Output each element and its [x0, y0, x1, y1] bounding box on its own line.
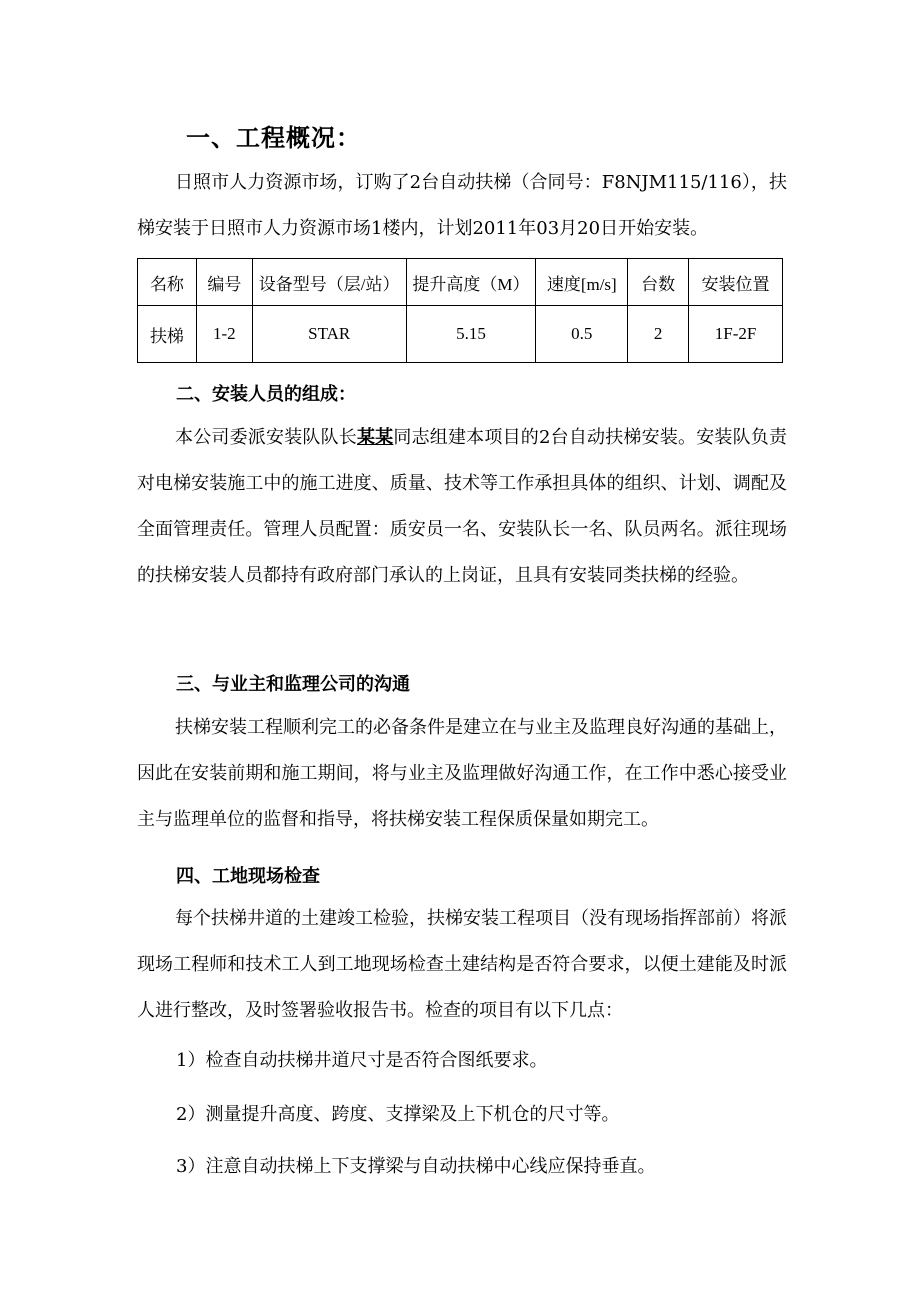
section-1-heading: 一、工程概况：: [186, 124, 361, 152]
table-cell: 0.5: [536, 306, 628, 363]
table-header-cell: 速度[m/s]: [536, 259, 628, 306]
table-cell: 扶梯: [138, 306, 197, 363]
section-1-paragraph: 日照市人力资源市场，订购了2台自动扶梯（合同号：F8NJM115/116），扶梯安装于日照市人力资源市场1楼内，计划2011年03月20日开始安装。: [137, 172, 787, 239]
section-3-heading: 三、与业主和监理公司的沟通: [176, 674, 410, 695]
table-cell: 5.15: [406, 306, 536, 363]
table-cell: 1-2: [196, 306, 252, 363]
paragraph-text: 同志组建本项目的2台自动扶梯安装。安装队负责对电梯安装施工中的施工进度、质量、技术等工作承担具体的组织、计划、调配及全面管理责任。管理人员配置：质安员一名、安装队长一名、队员两名。派往现场的扶梯安装人员都持有政府部门承认的上岗证，且具有安装同类扶梯的经验。: [137, 427, 788, 586]
table-header-cell: 提升高度（M）: [406, 259, 536, 306]
equipment-table: [137, 258, 783, 363]
table-header-cell: 安装位置: [689, 259, 783, 306]
table-header-cell: 名称: [138, 259, 197, 306]
table-cell: 1F-2F: [689, 306, 783, 363]
table-header-row: [138, 259, 783, 306]
check-item: 2）测量提升高度、跨度、支撑梁及上下机仓的尺寸等。: [176, 1104, 620, 1125]
section-3-paragraph: 扶梯安装工程顺利完工的必备条件是建立在与业主及监理良好沟通的基础上，因此在安装前期和施工期间，将与业主及监理做好沟通工作，在工作中悉心接受业主与监理单位的监督和指导，将扶梯安装工程保质保量如期完工。: [137, 717, 787, 830]
check-item: 1）检查自动扶梯井道尺寸是否符合图纸要求。: [176, 1050, 548, 1071]
table-cell: STAR: [252, 306, 406, 363]
paragraph-text: 本公司委派安装队队长: [175, 427, 357, 448]
table-header-cell: 台数: [628, 259, 689, 306]
section-4-paragraph: 每个扶梯井道的土建竣工检验，扶梯安装工程项目（没有现场指挥部前）将派现场工程师和技术工人到工地现场检查土建结构是否符合要求，以便土建能及时派人进行整改，及时签署验收报告书。检查的项目有以下几点：: [137, 908, 787, 1021]
table-header-cell: 设备型号（层/站）: [252, 259, 406, 306]
team-leader-name: 某某: [356, 427, 394, 448]
table-row: [138, 306, 783, 363]
section-2-heading: 二、安装人员的组成：: [176, 384, 356, 405]
section-4-heading: 四、工地现场检查: [176, 866, 320, 887]
check-item: 3）注意自动扶梯上下支撑梁与自动扶梯中心线应保持垂直。: [176, 1156, 656, 1177]
section-2-paragraph: [137, 415, 787, 599]
table-cell: 2: [628, 306, 689, 363]
table-header-cell: 编号: [196, 259, 252, 306]
